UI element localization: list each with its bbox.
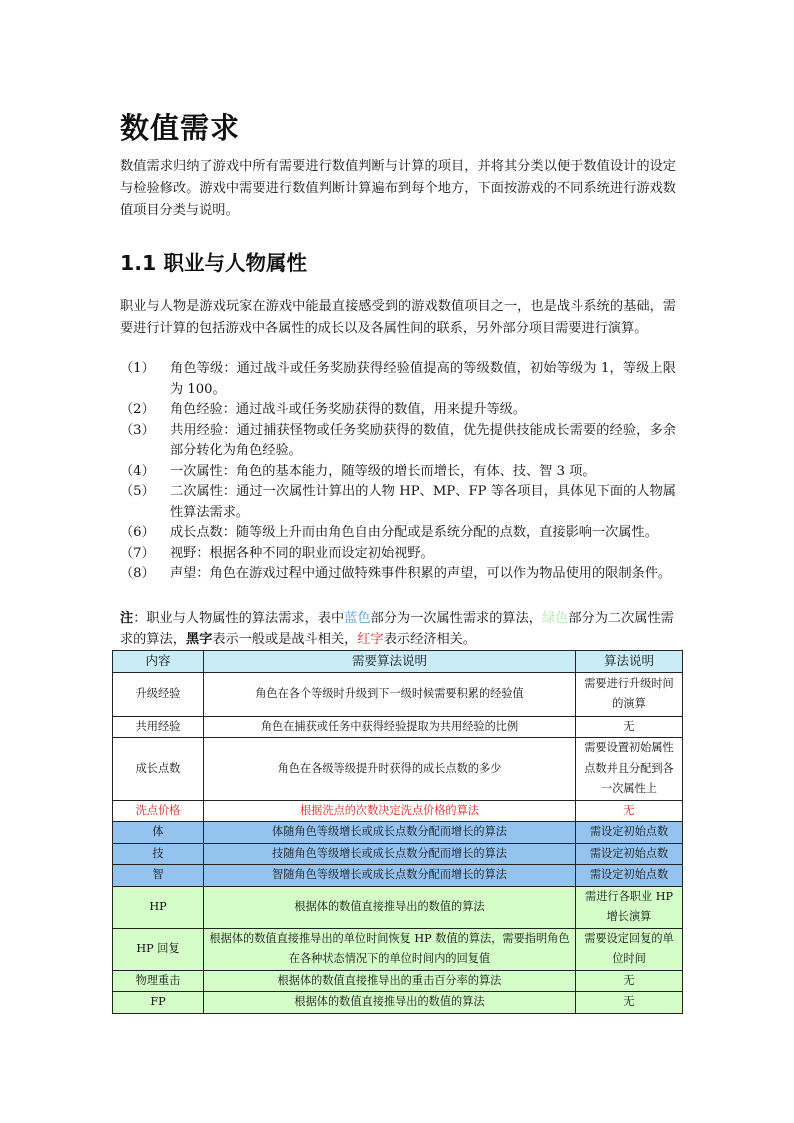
cell-algorithm-note: 需设定初始点数: [576, 865, 683, 887]
table-header-row: [113, 651, 683, 673]
cell-item-name: HP 回复: [113, 928, 204, 970]
list-item: [120, 544, 676, 565]
cell-item-name: 技: [113, 843, 204, 865]
note-red-text: 红字: [357, 631, 384, 647]
column-header-notes: 算法说明: [576, 651, 683, 673]
cell-algorithm-description: 角色在各个等级时升级到下一级时候需要积累的经验值: [204, 672, 576, 716]
cell-algorithm-description: 体随角色等级增长或成长点数分配而增长的算法: [204, 822, 576, 844]
note-label: 注: [120, 611, 134, 626]
list-item-text: 二次属性：通过一次属性计算出的人物 HP、MP、FP 等各项目，具体见下面的人物属性算法需求。: [170, 484, 676, 520]
list-item-number: （7）: [120, 545, 155, 561]
cell-algorithm-description: 根据体的数值直接推导出的单位时间恢复 HP 数值的算法，需要指明角色在各种状态情况下的单位时间内的回复值: [204, 928, 576, 970]
table-row: [113, 970, 683, 992]
list-item-text: 声望：角色在游戏过程中通过做特殊事件积累的声望，可以作为物品使用的限制条件。: [170, 566, 672, 581]
list-item-number: （8）: [120, 566, 155, 581]
cell-item-name: FP: [113, 992, 204, 1014]
cell-item-name: 智: [113, 865, 204, 887]
list-item-number: （2）: [120, 402, 155, 417]
cell-algorithm-note: 无: [576, 716, 683, 738]
note-text-3: 部分为二次属性需求的算法，: [120, 611, 674, 647]
note-text-5: 表示经济相关。: [383, 631, 477, 647]
cell-algorithm-description: 根据洗点的次数决定洗点价格的算法: [204, 800, 576, 822]
list-item-number: （3）: [120, 422, 155, 438]
table-row: [113, 865, 683, 887]
cell-algorithm-description: 技随角色等级增长或成长点数分配而增长的算法: [204, 843, 576, 865]
table-note: [120, 609, 676, 650]
column-header-algorithm: 需要算法说明: [204, 651, 576, 673]
list-item-text: 角色经验：通过战斗或任务奖励获得的数值，用来提升等级。: [170, 402, 527, 417]
cell-item-name: 物理重击: [113, 970, 204, 992]
cell-item-name: 成长点数: [113, 738, 204, 801]
note-blue-text: 蓝色: [344, 611, 371, 626]
column-header-content: 内容: [113, 651, 204, 673]
table-row: [113, 672, 683, 716]
cell-item-name: 体: [113, 822, 204, 844]
list-item-number: （6）: [120, 525, 155, 540]
list-item-number: （5）: [120, 484, 155, 499]
list-item: [120, 421, 676, 462]
page-title: 数值需求: [120, 111, 241, 145]
list-item-text: 角色等级：通过战斗或任务奖励获得经验值提高的等级数值，初始等级为 1，等级上限为 100。: [170, 361, 676, 397]
cell-item-name: 洗点价格: [113, 800, 204, 822]
section-heading: 1.1 职业与人物属性: [120, 251, 307, 275]
list-item: [120, 523, 676, 544]
table-row: [113, 992, 683, 1014]
note-text-1: ：职业与人物属性的算法需求，表中: [133, 611, 345, 626]
cell-algorithm-note: 需设定初始点数: [576, 843, 683, 865]
table-row: [113, 800, 683, 822]
cell-item-name: 共用经验: [113, 716, 204, 738]
note-green-text: 绿色: [542, 611, 569, 626]
cell-algorithm-note: 无: [576, 800, 683, 822]
table-row: [113, 843, 683, 865]
note-text-4: 表示一般或是战斗相关，: [212, 631, 358, 647]
attribute-list: [120, 359, 676, 585]
cell-algorithm-description: 智随角色等级增长或成长点数分配而增长的算法: [204, 865, 576, 887]
table-row: [113, 822, 683, 844]
table-body: [113, 672, 683, 1013]
list-item: [120, 564, 676, 585]
list-item: [120, 462, 676, 483]
cell-algorithm-description: 根据体的数值直接推导出的重击百分率的算法: [204, 970, 576, 992]
requirements-table: [112, 650, 683, 1014]
note-text-2: 部分为一次属性需求的算法，: [370, 611, 542, 626]
cell-algorithm-description: 角色在捕获或任务中获得经验提取为共用经验的比例: [204, 716, 576, 738]
cell-algorithm-description: 角色在各级等级提升时获得的成长点数的多少: [204, 738, 576, 801]
note-black-text: 黑字: [185, 631, 213, 647]
cell-algorithm-note: 需要设定回复的单位时间: [576, 928, 683, 970]
table-row: [113, 928, 683, 970]
section-intro-paragraph: 职业与人物是游戏玩家在游戏中能最直接感受到的游戏数值项目之一，也是战斗系统的基础，需要进行计算的包括游戏中各属性的成长以及各属性间的联系，另外部分项目需要进行演算。: [120, 299, 676, 336]
list-item-text: 共用经验：通过捕获怪物或任务奖励获得的数值，优先提供技能成长需要的经验，多余部分转化为角色经验。: [170, 422, 676, 458]
table-row: [113, 738, 683, 801]
list-item-number: （4）: [120, 463, 155, 479]
list-item-text: 视野：根据各种不同的职业而设定初始视野。: [170, 545, 434, 561]
list-item-text: 一次属性：角色的基本能力，随等级的增长而增长，有体、技、智 3 项。: [170, 463, 596, 479]
cell-algorithm-note: 无: [576, 970, 683, 992]
table-row: [113, 716, 683, 738]
cell-item-name: HP: [113, 886, 204, 928]
cell-algorithm-description: 根据体的数值直接推导出的数值的算法: [204, 886, 576, 928]
cell-algorithm-description: 根据体的数值直接推导出的数值的算法: [204, 992, 576, 1014]
cell-algorithm-note: 需进行各职业 HP 增长演算: [576, 886, 683, 928]
list-item: [120, 482, 676, 523]
table-row: [113, 886, 683, 928]
list-item-text: 成长点数：随等级上升而由角色自由分配或是系统分配的点数，直接影响一次属性。: [170, 525, 658, 540]
cell-algorithm-note: 需要进行升级时间的演算: [576, 672, 683, 716]
cell-item-name: 升级经验: [113, 672, 204, 716]
cell-algorithm-note: 需设定初始点数: [576, 822, 683, 844]
intro-paragraph: 数值需求归纳了游戏中所有需要进行数值判断与计算的项目，并将其分类以便于数值设计的设定与检验修改。游戏中需要进行数值判断计算遍布到每个地方，下面按游戏的不同系统进行游戏数值项目分类与说明。: [120, 159, 676, 218]
list-item: [120, 359, 676, 400]
cell-algorithm-note: 需要设置初始属性点数并且分配到各一次属性上: [576, 738, 683, 801]
cell-algorithm-note: 无: [576, 992, 683, 1014]
list-item-number: （1）: [120, 361, 155, 376]
list-item: [120, 400, 676, 421]
